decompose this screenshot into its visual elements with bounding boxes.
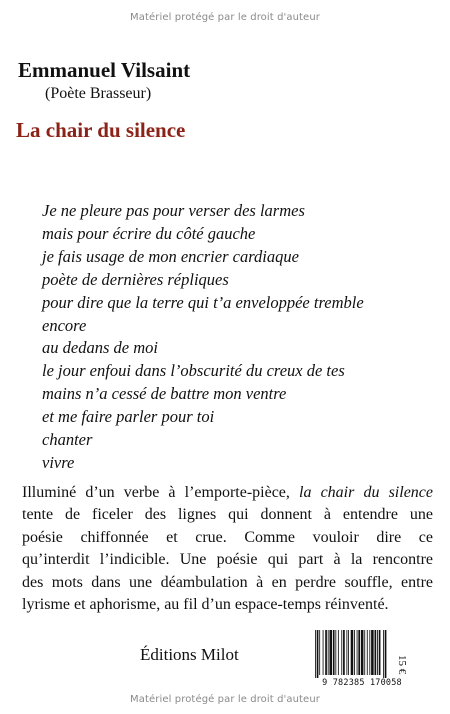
barcode-bar xyxy=(361,630,364,675)
poem-excerpt xyxy=(42,200,442,475)
barcode-bar xyxy=(375,630,377,675)
barcode-bar xyxy=(333,630,335,675)
barcode-bar xyxy=(369,630,370,675)
isbn-number: 9 782385 170058 xyxy=(322,678,402,688)
author-subtitle: (Poète Brasseur) xyxy=(45,85,152,102)
blurb-line: poésie chiffonnée et crue. Comme vouloir dire ce xyxy=(22,528,433,546)
barcode-bar xyxy=(343,630,345,675)
barcode-bar xyxy=(357,630,358,675)
author-name: Emmanuel Vilsaint xyxy=(18,58,191,82)
blurb-line: des mots dans une déambulation à en perdre souffle, entre xyxy=(22,573,433,591)
poem-line: et me faire parler pour toi xyxy=(42,407,215,427)
barcode-bar xyxy=(317,630,319,678)
barcode-bar xyxy=(354,630,355,675)
barcode-bar xyxy=(346,630,347,675)
barcode-bar xyxy=(348,630,349,675)
blurb-line: tente de ficeler des lignes qui donnent à entendre une xyxy=(22,506,433,524)
publisher-name: Éditions Milot xyxy=(140,645,239,664)
poem-line: vivre xyxy=(42,452,75,472)
barcode-bar xyxy=(377,630,378,675)
barcode-bar xyxy=(385,630,387,678)
copyright-watermark-bottom: Matériel protégé par le droit d'auteur xyxy=(130,694,320,705)
barcode-bar xyxy=(319,630,320,675)
poem-line: pour dire que la terre qui t’a enveloppée tremble xyxy=(42,292,364,312)
barcode-bar xyxy=(323,630,324,675)
barcode-bar xyxy=(338,630,339,675)
barcode-bar xyxy=(325,630,327,675)
barcode-bar xyxy=(351,630,354,675)
copyright-watermark-top: Matériel protégé par le droit d'auteur xyxy=(130,12,320,23)
poem-line: au dedans de moi xyxy=(42,338,158,358)
barcode-bar xyxy=(358,630,360,675)
poem-line: je fais usage de mon encrier cardiaque xyxy=(42,246,299,266)
barcode-bar xyxy=(383,630,384,678)
price-label: 15 € xyxy=(396,655,408,675)
blurb-line xyxy=(22,482,433,504)
blurb-line: lyrisme et aphorisme, au fil d’un espace-temps réinventé. xyxy=(22,596,389,614)
barcode-bar xyxy=(328,630,329,675)
blurb-title-italic: la chair du silence xyxy=(299,484,433,501)
barcode-bar xyxy=(315,630,316,678)
poem-line: mains n’a cessé de battre mon ventre xyxy=(42,384,287,404)
back-cover-blurb xyxy=(22,482,433,616)
barcode-bar xyxy=(341,630,342,675)
poem-line: chanter xyxy=(42,430,93,450)
barcode-bar xyxy=(379,630,381,675)
poem-line: le jour enfoui dans l’obscurité du creux de tes xyxy=(42,361,345,381)
barcode-bar xyxy=(367,630,368,675)
barcode-bar xyxy=(371,630,374,675)
blurb-line: qu’interdit l’indicible. Une poésie qui part à la rencontre xyxy=(22,551,433,569)
poem-line: encore xyxy=(42,315,87,335)
blurb-text: Illuminé d’un verbe à l’emporte-pièce, xyxy=(22,484,300,501)
barcode-bar xyxy=(364,630,365,675)
barcode-bar xyxy=(329,630,332,675)
book-title: La chair du silence xyxy=(16,118,186,142)
poem-line: Je ne pleure pas pour verser des larmes xyxy=(42,201,305,220)
poem-line: poète de dernières répliques xyxy=(42,269,229,289)
barcode-bar xyxy=(335,630,336,675)
poem-line: mais pour écrire du côté gauche xyxy=(42,223,256,243)
